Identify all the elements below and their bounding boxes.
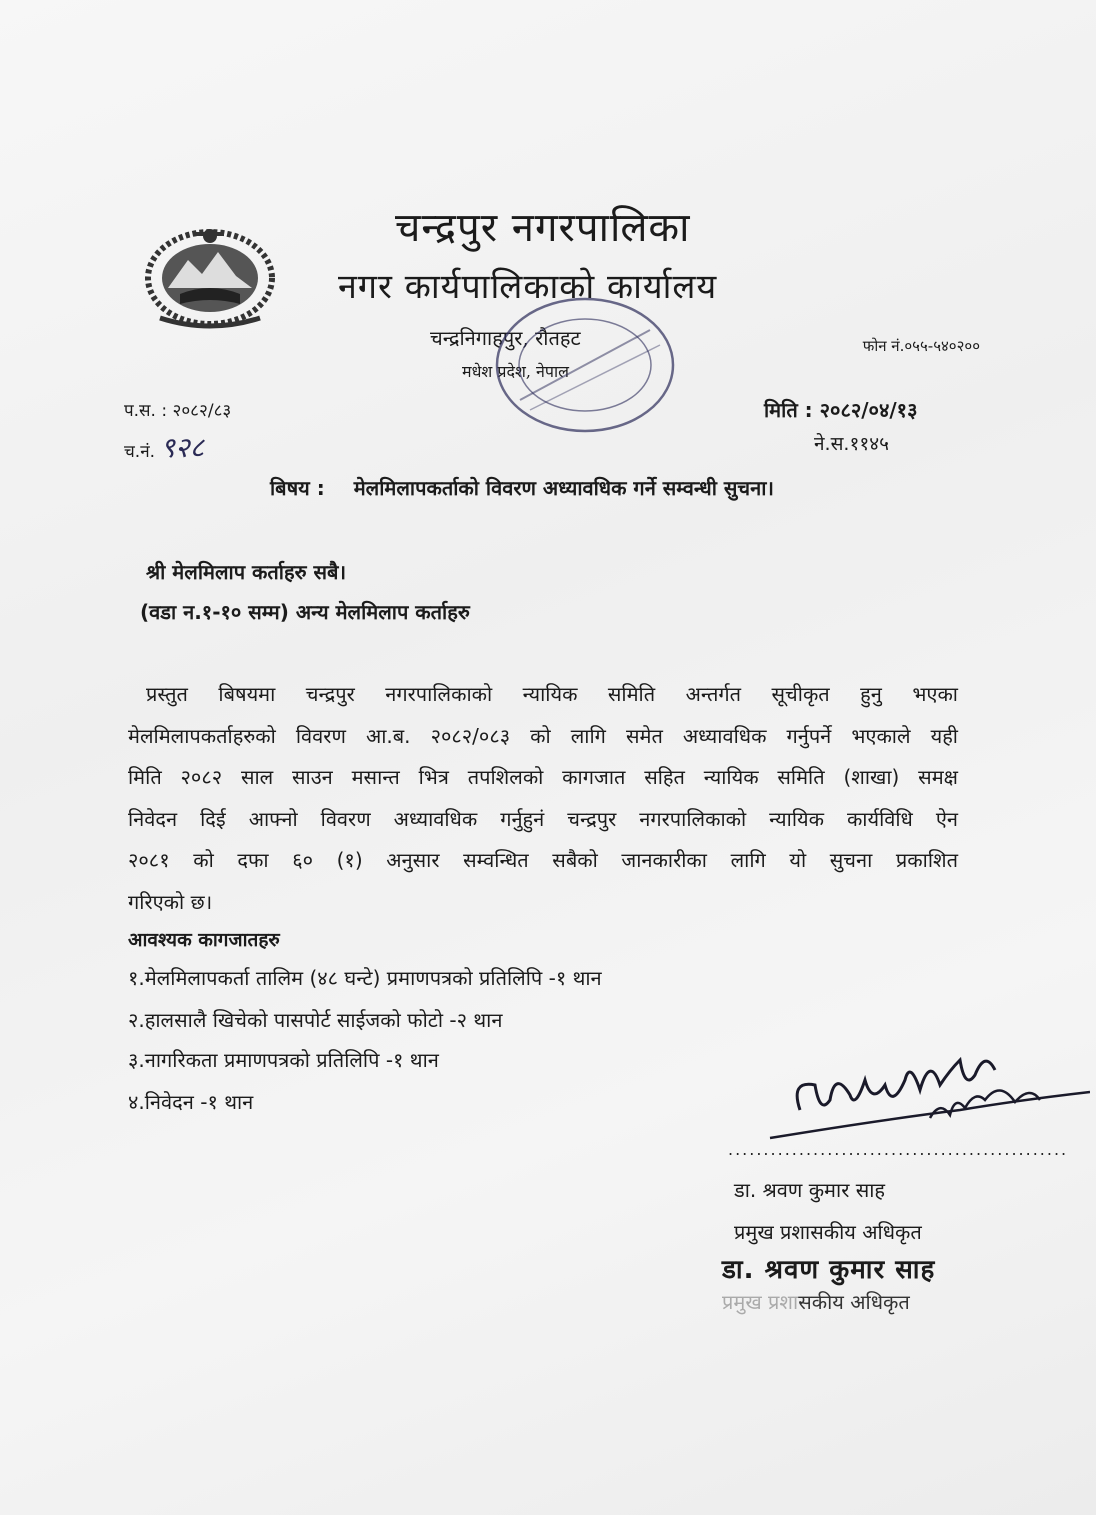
office-address: चन्द्रनिगाहपुर, रौतहट	[430, 326, 581, 350]
requirement-item: २.हालसालै खिचेको पासपोर्ट साईजको फोटो -२ थान	[128, 1008, 503, 1032]
handwritten-signature-icon	[760, 1040, 1090, 1150]
date-label: मिति :	[764, 398, 813, 422]
notice-body	[128, 674, 958, 924]
designation-stamp-rest: सकीय अधिकृत	[798, 1290, 910, 1314]
name-stamp: डा. श्रवण कुमार साह	[722, 1255, 936, 1285]
body-line-1: प्रस्तुत बिषयमा चन्द्रपुर नगरपालिकाको न्यायिक समिति अन्तर्गत सूचीकृत हुनु भएका	[146, 682, 958, 706]
office-name: नगर कार्यपालिकाको कार्यालय	[338, 267, 718, 307]
body-line-5: २०८१ को दफा ६० (१) अनुसार सम्वन्धित सबैको जानकारीका लागि यो सुचना प्रकाशित	[128, 848, 958, 873]
reference-value: २०८२/८३	[172, 401, 232, 421]
body-line-6: गरिएको छ।	[128, 889, 213, 914]
designation-stamp	[722, 1288, 910, 1315]
recipient-line-1: श्री मेलमिलाप कर्ताहरु सबै।	[146, 560, 347, 584]
nepal-samvat: ने.स.११४५	[814, 433, 889, 455]
subject-label: बिषय :	[270, 476, 325, 500]
reference-number	[124, 398, 231, 421]
body-line-3: मिति २०८२ साल साउन मसान्त भित्र तपशिलको कागजात सहित न्यायिक समिति (शाखा) समक्ष	[128, 765, 958, 790]
office-province: मधेश प्रदेश, नेपाल	[462, 362, 569, 381]
dispatch-number	[124, 428, 204, 466]
requirements-title: आवश्यक कागजातहरु	[128, 929, 280, 951]
requirement-item: ३.नागरिकता प्रमाणपत्रको प्रतिलिपि -१ थान	[128, 1048, 439, 1072]
body-line-2: मेलमिलापकर्ताहरुको विवरण आ.ब. २०८२/०८३ को लागि समेत अध्यावधिक गर्नुपर्ने भएकाले यही	[128, 723, 958, 748]
requirement-item: १.मेलमिलापकर्ता तालिम (४८ घन्टे) प्रमाणपत्रको प्रतिलिपि -१ थान	[128, 966, 602, 990]
signature-line: ................................................	[728, 1140, 1069, 1159]
phone-number: फोन नं.०५५-५४०२००	[862, 337, 980, 355]
municipality-name: चन्द्रपुर नगरपालिका	[395, 205, 691, 251]
letter-date	[764, 396, 917, 423]
dispatch-label: च.नं.	[124, 442, 156, 462]
subject-line	[270, 474, 774, 501]
recipient-line-2: (वडा न.१-१० सम्म) अन्य मेलमिलाप कर्ताहरु	[140, 600, 470, 624]
nepal-emblem-icon	[140, 222, 280, 334]
body-line-4: निवेदन दिई आफ्नो विवरण अध्यावधिक गर्नुहुनं चन्द्रपुर नगरपालिकाको न्यायिक कार्यविधि ऐन	[128, 806, 958, 831]
signatory-designation: प्रमुख प्रशासकीय अधिकृत	[734, 1220, 922, 1244]
office-stamp-icon	[490, 290, 680, 440]
reference-label: प.स. :	[124, 401, 168, 421]
date-value: २०८२/०४/१३	[819, 398, 918, 422]
signatory-name: डा. श्रवण कुमार साह	[734, 1178, 886, 1202]
designation-stamp-faded: प्रमुख प्रशा	[722, 1290, 799, 1314]
requirement-item: ४.निवेदन -१ थान	[128, 1090, 254, 1114]
subject-text: मेलमिलापकर्ताको विवरण अध्यावधिक गर्ने सम्वन्धी सुचना।	[353, 476, 774, 500]
dispatch-value: ९२८	[160, 431, 205, 464]
